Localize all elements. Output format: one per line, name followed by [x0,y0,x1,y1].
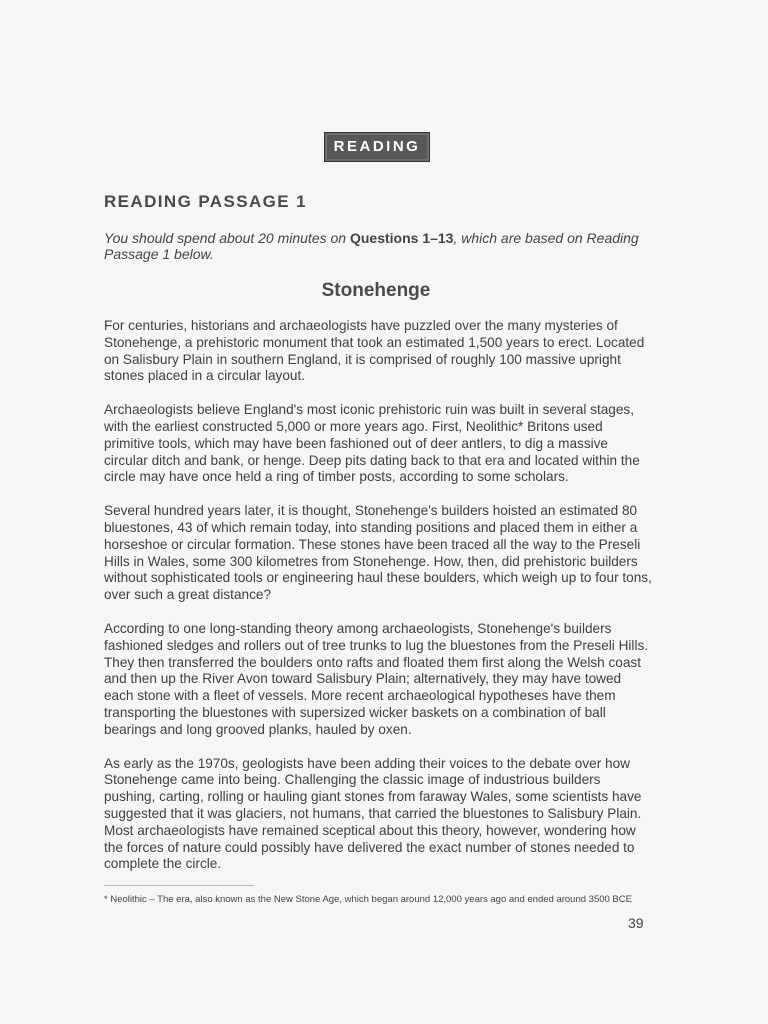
instruction-prefix: You should spend about 20 minutes on [104,230,350,246]
passage-title: Stonehenge [321,280,431,301]
paragraph-4: According to one long-standing theory among archaeologists, Stonehenge's builders fashioned sledges and rollers out of tree trunks to lug the bluestones from the Preseli Hills. They then transferred the boulders onto rafts and floated them first along the Welsh coast and then up the River Avon toward Salisbury Plain; alternatively, they may have towed each stone with a fleet of vessels. More recent archaeological hypotheses have them transporting the bluestones with supersized wicker baskets on a combination of ball bearings and long grooved planks, hauled by oxen. [104,620,649,737]
paragraph-2: Archaeologists believe England's most iconic prehistoric ruin was built in several stages, with the earliest constructed 5,000 or more years ago. First, Neolithic* Britons used primitive tools, which may have been fashioned out of deer antlers, to dig a massive circular ditch and bank, or henge. Deep pits dating back to that era and located within the circle may have once held a ring of timber posts, according to some scholars. [104,402,640,485]
footnote-divider [104,885,254,886]
page-number: 39 [628,915,644,931]
footnote: * Neolithic – The era, also known as the New Stone Age, which began around 12,000 years ago and ended around 3500 BCE [104,894,632,905]
instruction-questions: Questions 1–13 [349,230,454,246]
paragraph-5: As early as the 1970s, geologists have been adding their voices to the debate over how Stonehenge came into being. Challenging the classic image of industrious builders pushing, carting, rolling or hauling giant stones from faraway Wales, some scientists have suggested that it was glaciers, not humans, that carried the bluestones to Salisbury Plain. Most archaeologists have remained sceptical about this theory, however, wondering how the forces of nature could possibly have delivered the exact number of stones needed to complete the circle. [104,755,642,872]
paragraph-1: For centuries, historians and archaeologists have puzzled over the many mysteries of Stonehenge, a prehistoric monument that took an estimated 1,500 years to erect. Located on Salisbury Plain in southern England, it is comprised of roughly 100 massive upright stones placed in a circular layout. [104,318,645,384]
passage-body [104,318,652,890]
instruction-suffix: , which are based on Reading Passage 1 below. [104,230,639,262]
instruction-text [104,230,664,262]
paragraph-3: Several hundred years later, it is thought, Stonehenge's builders hoisted an estimated 80 bluestones, 43 of which remain today, into standing positions and placed them in either a horseshoe or circular formation. These stones have been traced all the way to the Preseli Hills in Wales, some 300 kilometres from Stonehenge. How, then, did prehistoric builders without sophisticated tools or engineering haul these boulders, which weigh up to four tons, over such a great distance? [104,503,652,603]
passage-heading: READING PASSAGE 1 [104,192,307,211]
section-badge: READING [324,132,430,162]
